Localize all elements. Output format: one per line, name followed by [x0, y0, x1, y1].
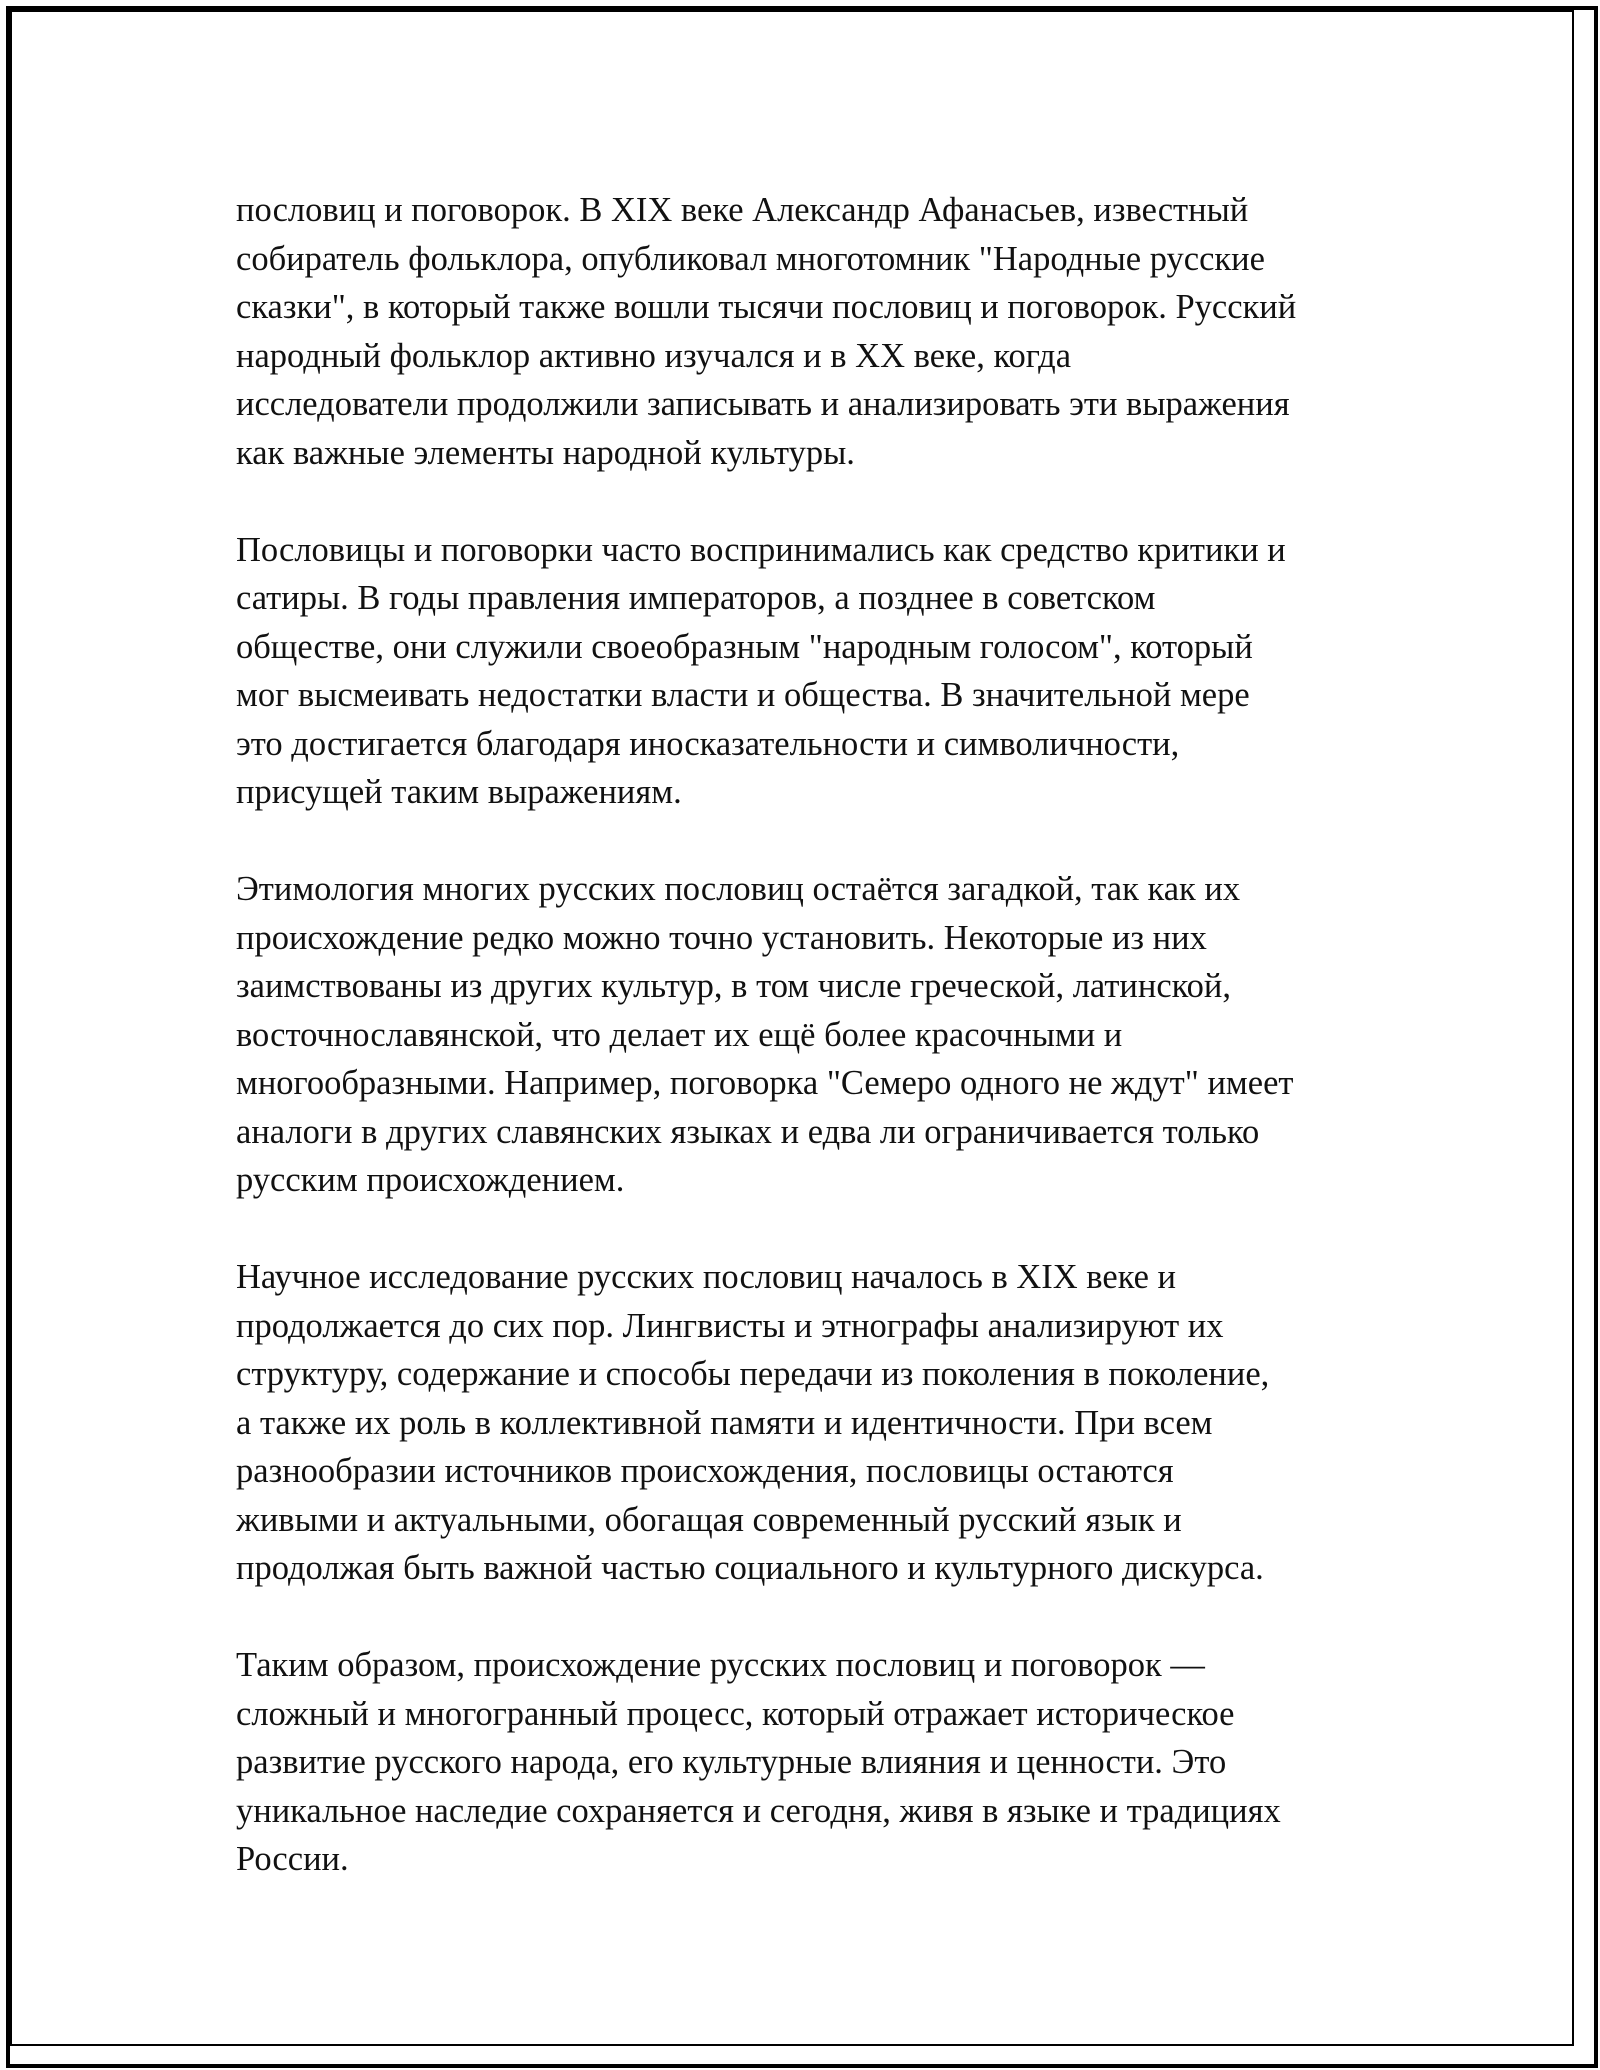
text-line: мог высмеивать недостатки власти и общества. В значительной мере [236, 676, 1250, 714]
text-line: исследователи продолжили записывать и анализировать эти выражения [236, 385, 1290, 423]
text-line: Пословицы и поговорки часто воспринимались как средство критики и [236, 530, 1286, 569]
text-line: обществе, они служили своеобразным "народным голосом", который [236, 627, 1253, 666]
paragraph-5 [236, 1641, 1376, 1884]
text-line: многообразными. Например, поговорка "Семеро одного не ждут" имеет [236, 1064, 1294, 1102]
text-line: Таким образом, происхождение русских пословиц и поговорок — [236, 1646, 1205, 1684]
text-line: сатиры. В годы правления императоров, а позднее в советском [236, 579, 1156, 617]
text-line: продолжается до сих пор. Лингвисты и этнографы анализируют их [236, 1306, 1224, 1345]
text-line: живыми и актуальными, обогащая современный русский язык и [236, 1500, 1182, 1539]
text-line: России. [236, 1840, 349, 1878]
text-line: русским происхождением. [236, 1161, 625, 1199]
text-line: это достигается благодаря иносказательности и символичности, [236, 724, 1180, 763]
text-line: уникальное наследие сохраняется и сегодня, живя в языке и традициях [236, 1791, 1281, 1830]
text-line: народный фольклор активно изучался и в XX веке, когда [236, 336, 1072, 375]
text-line: сказки", в который также вошли тысячи пословиц и поговорок. Русский [236, 288, 1297, 326]
document-body [236, 186, 1376, 1932]
paragraph-4 [236, 1253, 1376, 1593]
text-line: развитие русского народа, его культурные влияния и ценности. Это [236, 1743, 1227, 1781]
paragraph-3 [236, 865, 1376, 1205]
text-line: как важные элементы народной культуры. [236, 433, 855, 472]
text-line: разнообразии источников происхождения, пословицы остаются [236, 1452, 1174, 1490]
text-line: структуру, содержание и способы передачи из поколения в поколение, [236, 1355, 1270, 1393]
text-line: продолжая быть важной частью социального и культурного дискурса. [236, 1549, 1264, 1587]
text-line: сложный и многогранный процесс, который отражает историческое [236, 1694, 1235, 1733]
text-line: собиратель фольклора, опубликовал многотомник "Народные русские [236, 239, 1265, 278]
paragraph-2 [236, 526, 1376, 817]
text-line: восточнославянской, что делает их ещё более красочными и [236, 1015, 1123, 1054]
text-line: заимствованы из других культур, в том числе греческой, латинской, [236, 967, 1231, 1005]
text-line: происхождение редко можно точно установить. Некоторые из них [236, 918, 1207, 957]
text-line: пословиц и поговорок. В XIX веке Александр Афанасьев, известный [236, 191, 1249, 229]
text-line: Научное исследование русских пословиц началось в XIX веке и [236, 1258, 1177, 1296]
paragraph-1 [236, 186, 1376, 477]
text-line: аналоги в других славянских языках и едва ли ограничивается только [236, 1112, 1260, 1151]
text-line: а также их роль в коллективной памяти и идентичности. При всем [236, 1403, 1213, 1442]
text-line: Этимология многих русских пословиц остаётся загадкой, так как их [236, 870, 1241, 908]
text-line: присущей таким выражениям. [236, 773, 682, 811]
